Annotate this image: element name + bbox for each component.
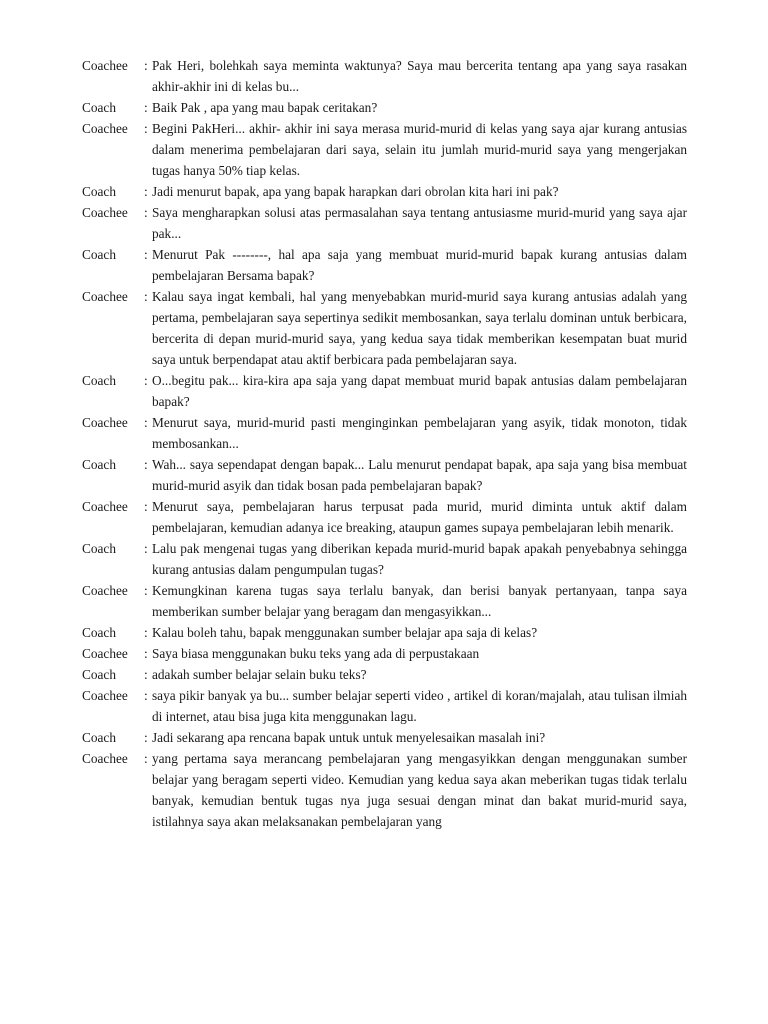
- speaker-label: Coachee: [82, 688, 128, 703]
- dialogue-line: [82, 580, 687, 622]
- dialogue-line: [82, 727, 687, 748]
- speaker-separator: :: [144, 247, 148, 262]
- speaker-separator: :: [144, 205, 148, 220]
- dialogue-line: [82, 664, 687, 685]
- speaker-label: Coach: [82, 730, 116, 745]
- speaker-separator: :: [144, 184, 148, 199]
- speaker-separator: :: [144, 499, 148, 514]
- speaker-separator: :: [144, 625, 148, 640]
- utterance-text: Begini PakHeri... akhir- akhir ini saya merasa murid-murid di kelas yang saya ajar kurang antusias dalam menerima pembelajaran dari saya, selain itu jumlah murid-murid saya yang mengerjakan tugas hanya 50% tiap kelas.: [152, 121, 687, 178]
- speaker-label: Coachee: [82, 121, 128, 136]
- dialogue-line: [82, 181, 687, 202]
- speaker-label: Coach: [82, 667, 116, 682]
- speaker-separator: :: [144, 646, 148, 661]
- utterance-text: Kalau boleh tahu, bapak menggunakan sumber belajar apa saja di kelas?: [152, 625, 538, 640]
- speaker-separator: :: [144, 289, 148, 304]
- dialogue-line: [82, 370, 687, 412]
- speaker-separator: :: [144, 583, 148, 598]
- dialogue-line: [82, 202, 687, 244]
- utterance-text: Jadi sekarang apa rencana bapak untuk untuk menyelesaikan masalah ini?: [152, 730, 546, 745]
- dialogue-document: [82, 55, 687, 832]
- utterance-text: Saya biasa menggunakan buku teks yang ada di perpustakaan: [152, 646, 480, 661]
- speaker-separator: :: [144, 415, 148, 430]
- speaker-label: Coachee: [82, 289, 128, 304]
- speaker-label: Coachee: [82, 751, 128, 766]
- speaker-label: Coach: [82, 184, 116, 199]
- utterance-text: Kemungkinan karena tugas saya terlalu banyak, dan berisi banyak pertanyaan, tanpa saya memberikan sumber belajar yang beragam dan mengasyikkan...: [152, 583, 687, 619]
- utterance-text: saya pikir banyak ya bu... sumber belajar seperti video , artikel di koran/majalah, atau tulisan ilmiah di internet, atau bisa juga kita menggunakan lagu.: [152, 688, 687, 724]
- utterance-text: Jadi menurut bapak, apa yang bapak harapkan dari obrolan kita hari ini pak?: [152, 184, 559, 199]
- speaker-label: Coachee: [82, 646, 128, 661]
- speaker-separator: :: [144, 457, 148, 472]
- speaker-label: Coachee: [82, 205, 128, 220]
- speaker-label: Coach: [82, 373, 116, 388]
- speaker-separator: :: [144, 688, 148, 703]
- utterance-text: O...begitu pak... kira-kira apa saja yang dapat membuat murid bapak antusias dalam pembelajaran bapak?: [152, 373, 687, 409]
- dialogue-line: [82, 622, 687, 643]
- utterance-text: Lalu pak mengenai tugas yang diberikan kepada murid-murid bapak apakah penyebabnya sehingga kurang antusias dalam pengumpulan tugas?: [152, 541, 687, 577]
- dialogue-line: [82, 286, 687, 370]
- utterance-text: Wah... saya sependapat dengan bapak... Lalu menurut pendapat bapak, apa saja yang bisa membuat murid-murid asyik dan tidak bosan pada pembelajaran bapak?: [152, 457, 687, 493]
- speaker-label: Coachee: [82, 58, 128, 73]
- speaker-separator: :: [144, 373, 148, 388]
- speaker-separator: :: [144, 751, 148, 766]
- utterance-text: yang pertama saya merancang pembelajaran yang mengasyikkan dengan menggunakan sumber belajar yang beragam seperti video. Kemudian yang kedua saya akan meberikan tugas tidak terlalu banyak, kemudian bentuk tugas nya juga sesuai dengan minat dan bakat murid-murid saya, istilahnya saya akan melaksanakan pembelajaran yang: [152, 751, 687, 829]
- dialogue-line: [82, 496, 687, 538]
- dialogue-line: [82, 97, 687, 118]
- dialogue-line: [82, 748, 687, 832]
- speaker-label: Coach: [82, 541, 116, 556]
- utterance-text: Menurut Pak --------, hal apa saja yang membuat murid-murid bapak kurang antusias dalam pembelajaran Bersama bapak?: [152, 247, 687, 283]
- speaker-label: Coachee: [82, 583, 128, 598]
- dialogue-line: [82, 55, 687, 97]
- utterance-text: Menurut saya, pembelajaran harus terpusat pada murid, murid diminta untuk aktif dalam pembelajaran, kemudian adanya ice breaking, ataupun games supaya pembelajaran lebih menarik.: [152, 499, 687, 535]
- utterance-text: Saya mengharapkan solusi atas permasalahan saya tentang antusiasme murid-murid yang saya ajar pak...: [152, 205, 687, 241]
- speaker-label: Coach: [82, 247, 116, 262]
- dialogue-line: [82, 685, 687, 727]
- speaker-separator: :: [144, 730, 148, 745]
- dialogue-line: [82, 412, 687, 454]
- utterance-text: adakah sumber belajar selain buku teks?: [152, 667, 367, 682]
- speaker-separator: :: [144, 100, 148, 115]
- dialogue-line: [82, 538, 687, 580]
- speaker-label: Coachee: [82, 415, 128, 430]
- utterance-text: Baik Pak , apa yang mau bapak ceritakan?: [152, 100, 378, 115]
- dialogue-line: [82, 118, 687, 181]
- dialogue-line: [82, 643, 687, 664]
- utterance-text: Kalau saya ingat kembali, hal yang menyebabkan murid-murid saya kurang antusias adalah yang pertama, pembelajaran saya sepertinya sedikit membosankan, saya terlalu dominan untuk berbicara, bercerita di depan murid-murid saya, yang kedua saya tidak memberikan kesempatan buat murid saya untuk berpendapat atau aktif berbicara pada pembelajaran saya.: [152, 289, 687, 367]
- speaker-label: Coach: [82, 625, 116, 640]
- speaker-separator: :: [144, 541, 148, 556]
- speaker-separator: :: [144, 667, 148, 682]
- speaker-separator: :: [144, 121, 148, 136]
- speaker-label: Coach: [82, 100, 116, 115]
- utterance-text: Menurut saya, murid-murid pasti menginginkan pembelajaran yang asyik, tidak monoton, tidak membosankan...: [152, 415, 687, 451]
- utterance-text: Pak Heri, bolehkah saya meminta waktunya? Saya mau bercerita tentang apa yang saya rasakan akhir-akhir ini di kelas bu...: [152, 58, 687, 94]
- speaker-label: Coach: [82, 457, 116, 472]
- speaker-label: Coachee: [82, 499, 128, 514]
- speaker-separator: :: [144, 58, 148, 73]
- dialogue-line: [82, 244, 687, 286]
- dialogue-line: [82, 454, 687, 496]
